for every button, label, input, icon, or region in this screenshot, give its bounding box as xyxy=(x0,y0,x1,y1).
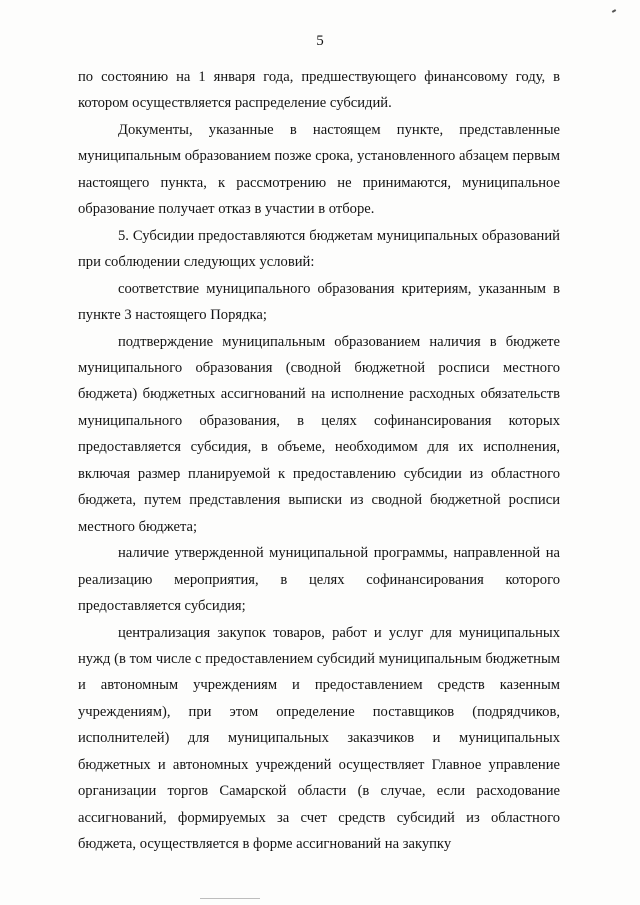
paragraph-municipal-program: наличие утвержденной муниципальной программы, направленной на реализацию мероприятия, в целях софинансирования которого предоставляется субсидия; xyxy=(78,545,560,615)
paragraph-criteria-compliance: соответствие муниципального образования критериям, указанным в пункте 3 настоящего Порядка; xyxy=(78,280,560,324)
scan-edge-line xyxy=(200,898,260,899)
paragraph-item-5: 5. Субсидии предоставляются бюджетам муниципальных образований при соблюдении следующих условий: xyxy=(78,227,560,271)
paragraph-budget-confirmation: подтверждение муниципальным образованием наличия в бюджете муниципального образования (сводной бюджетной росписи местного бюджета) бюджетных ассигнований на исполнение расходных обязательств муниципального образования, в целях софинансирования которых предоставляется субсидия, в объеме, необходимом для их исполнения, включая размер планируемой к предоставлению субсидии из областного бюджета, путем представления выписки из сводной бюджетной росписи местного бюджета; xyxy=(78,333,560,535)
paragraph-procurement-centralization: централизация закупок товаров, работ и услуг для муниципальных нужд (в том числе с предоставлением субсидий муниципальным бюджетным и автономным учреждениям и предоставлением средств казенным учреждениям), при этом определение поставщиков (подрядчиков, исполнителей) для муниципальных заказчиков и муниципальных бюджетных и автономных учреждений осуществляет Главное управление организации торгов Самарской области (в случае, если расходование ассигнований, формируемых за счет средств субсидий из областного бюджета, осуществляется в форме ассигнований на закупку xyxy=(78,624,560,853)
paragraph-continuation: по состоянию на 1 января года, предшествующего финансовому году, в котором осуществляется распределение субсидий. xyxy=(78,69,560,112)
scan-mark xyxy=(612,9,616,13)
document-body xyxy=(78,64,560,858)
page-number: 5 xyxy=(316,33,324,49)
paragraph-documents-deadline: Документы, указанные в настоящем пункте, представленные муниципальным образованием позже срока, установленного абзацем первым настоящего пункта, к рассмотрению не принимаются, муниципальное образование получает отказ в участии в отборе. xyxy=(78,121,560,218)
